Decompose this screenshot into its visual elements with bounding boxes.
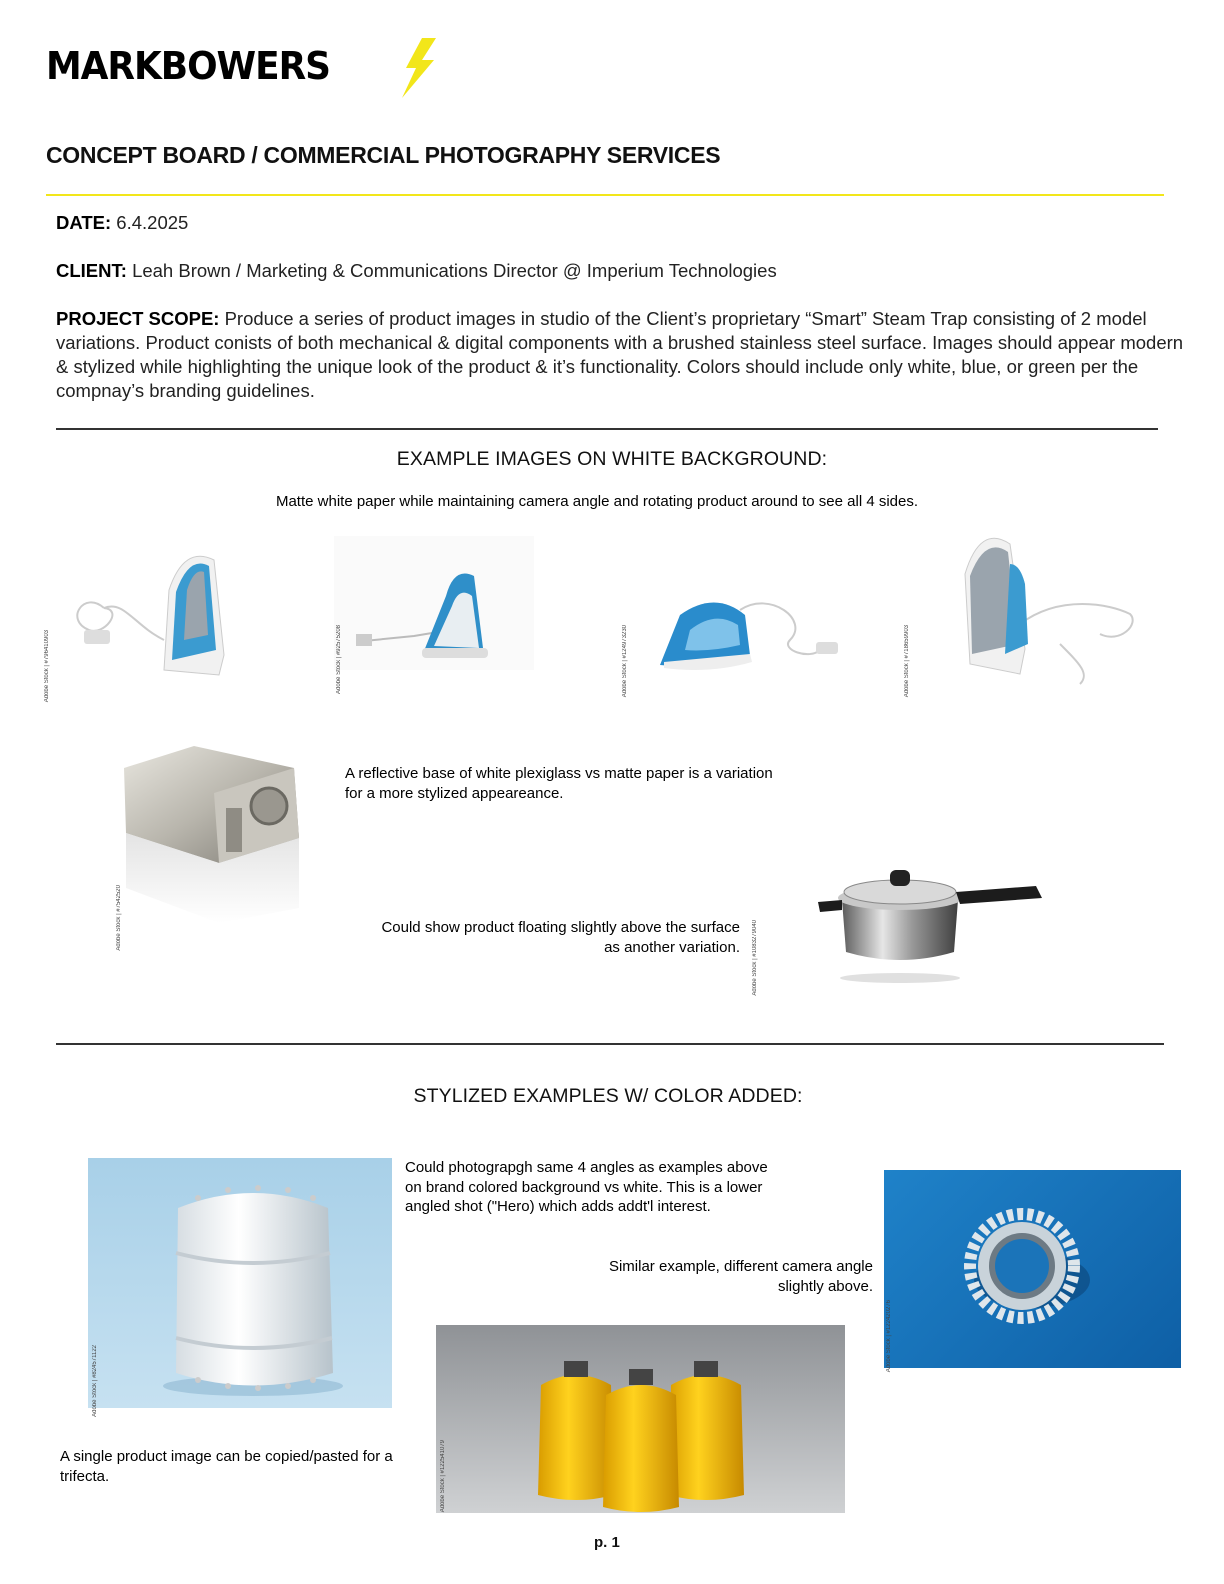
section-divider [56, 428, 1158, 430]
gear-photo [884, 1170, 1181, 1368]
scope-value: Produce a series of product images in studio of the Client’s proprietary “Smart” Steam Trap consisting of 2 model variations. Product conists of both mechanical & digital components with a brushed stainless steel surface. Images should appear modern & stylized while highlighting the unique look of the product & it’s functionality. Colors should include only white, blue, or green per the compnay’s branding guidelines. [56, 308, 1184, 401]
scope-label: PROJECT SCOPE: [56, 308, 220, 329]
section-divider [56, 1043, 1164, 1045]
stock-credit: Adobe Stock | #796410903 [44, 630, 50, 703]
iron-photo-rear [910, 524, 1150, 690]
iron-photo-profile [334, 536, 534, 670]
floating-caption: Could show product floating slightly above the surface as another variation. [381, 919, 740, 956]
pressure-cooker-photo [760, 840, 1080, 990]
white-section-heading: EXAMPLE IMAGES ON WHITE BACKGROUND: [396, 448, 828, 470]
page-number: p. 1 [594, 1534, 620, 1551]
date-line [56, 211, 188, 235]
brand-logo: MARKBOWERS [46, 44, 330, 88]
client-line [56, 259, 777, 283]
stock-credit: Adobe Stock | #122541079 [440, 1440, 446, 1513]
client-value: Leah Brown / Marketing & Communications Director @ Imperium Technologies [132, 260, 777, 281]
date-value: 6.4.2025 [116, 212, 189, 233]
hero-caption: Could photograpgh same 4 angles as examples above on brand colored background vs white. This is a lower angled shot ("Hero) which adds addt'l interest. [405, 1159, 768, 1215]
trifecta-caption: A single product image can be copied/pasted for a trifecta. [60, 1448, 393, 1485]
similar-caption: Similar example, different camera angle slightly above. [608, 1258, 873, 1295]
stock-credit: Adobe Stock | #718659903 [904, 625, 910, 698]
color-section-heading: STYLIZED EXAMPLES W/ COLOR ADDED: [413, 1085, 803, 1107]
iron-photo-side [44, 530, 264, 690]
title-divider [46, 194, 1164, 196]
client-label: CLIENT: [56, 260, 127, 281]
stock-credit: Adobe Stock | #92575208 [336, 625, 342, 694]
stock-credit: Adobe Stock | #7542520 [116, 885, 122, 951]
trifecta-tanks-photo [436, 1325, 845, 1513]
stock-credit: Adobe Stock | #124973230 [622, 625, 628, 698]
stock-credit: Adobe Stock | #1083279040 [752, 920, 758, 996]
stock-credit: Adobe Stock | #824571122 [92, 1345, 98, 1417]
stock-credit: Adobe Stock | #122420276 [886, 1300, 892, 1373]
iron-photo-front [620, 570, 860, 680]
hero-tank-photo [88, 1158, 392, 1408]
white-section-subheading: Matte white paper while maintaining camera angle and rotating product around to see all 4 sides. [275, 493, 919, 510]
date-label: DATE: [56, 212, 112, 233]
page-title: CONCEPT BOARD / COMMERCIAL PHOTOGRAPHY SERVICES [46, 142, 721, 168]
scope-paragraph [56, 307, 1186, 403]
reflective-can-photo [114, 738, 314, 928]
lightning-bolt-icon [396, 38, 438, 98]
reflective-caption: A reflective base of white plexiglass vs matte paper is a variation for a more stylized appeareance. [345, 765, 773, 802]
